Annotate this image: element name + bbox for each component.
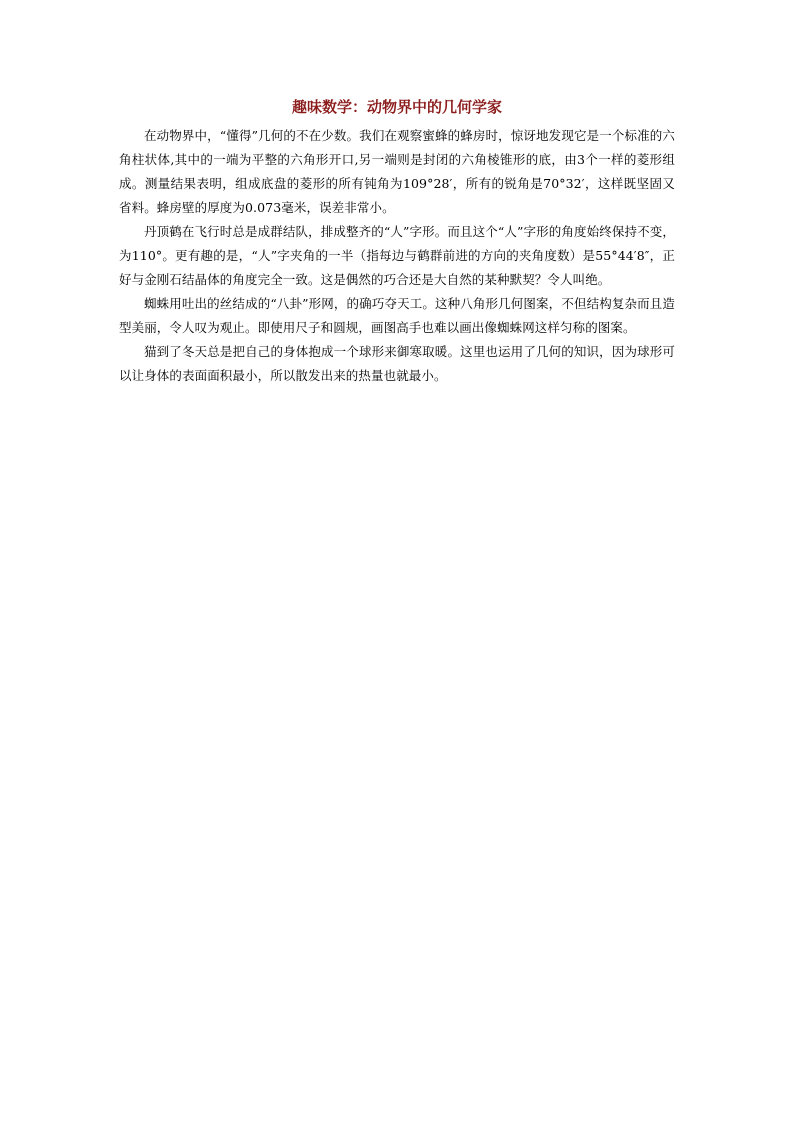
paragraph-bees: 在动物界中，“懂得”几何的不在少数。我们在观察蜜蜂的蜂房时，惊讶地发现它是一个标准的六角柱状体,其中的一端为平整的六角形开口,另一端则是封闭的六角棱锥形的底，由3个一样的菱形组成。测量结果表明，组成底盘的菱形的所有钝角为109°28′，所有的锐角是70°32′，这样既坚固又省料。蜂房壁的厚度为0.073毫米，误差非常小。 [119,128,675,215]
paragraph-cranes: 丹顶鹤在飞行时总是成群结队，排成整齐的“人”字形。而且这个“人”字形的角度始终保持不变，为110°。更有趣的是，“人”字夹角的一半（指每边与鹤群前进的方向的夹角度数）是55°44′8″，正好与金刚石结晶体的角度完全一致。这是偶然的巧合还是大自然的某种默契？令人叫绝。 [119,224,675,287]
paragraph-spiders: 蜘蛛用吐出的丝结成的“八卦”形网，的确巧夺天工。这种八角形几何图案，不但结构复杂而且造型美丽，令人叹为观止。即使用尺子和圆规，画图高手也难以画出像蜘蛛网这样匀称的图案。 [119,296,675,335]
paragraph-cats: 猫到了冬天总是把自己的身体抱成一个球形来御寒取暖。这里也运用了几何的知识，因为球形可以让身体的表面面积最小，所以散发出来的热量也就最小。 [119,344,675,383]
page-title: 趣味数学：动物界中的几何学家 [291,98,502,116]
document-body [119,96,675,388]
